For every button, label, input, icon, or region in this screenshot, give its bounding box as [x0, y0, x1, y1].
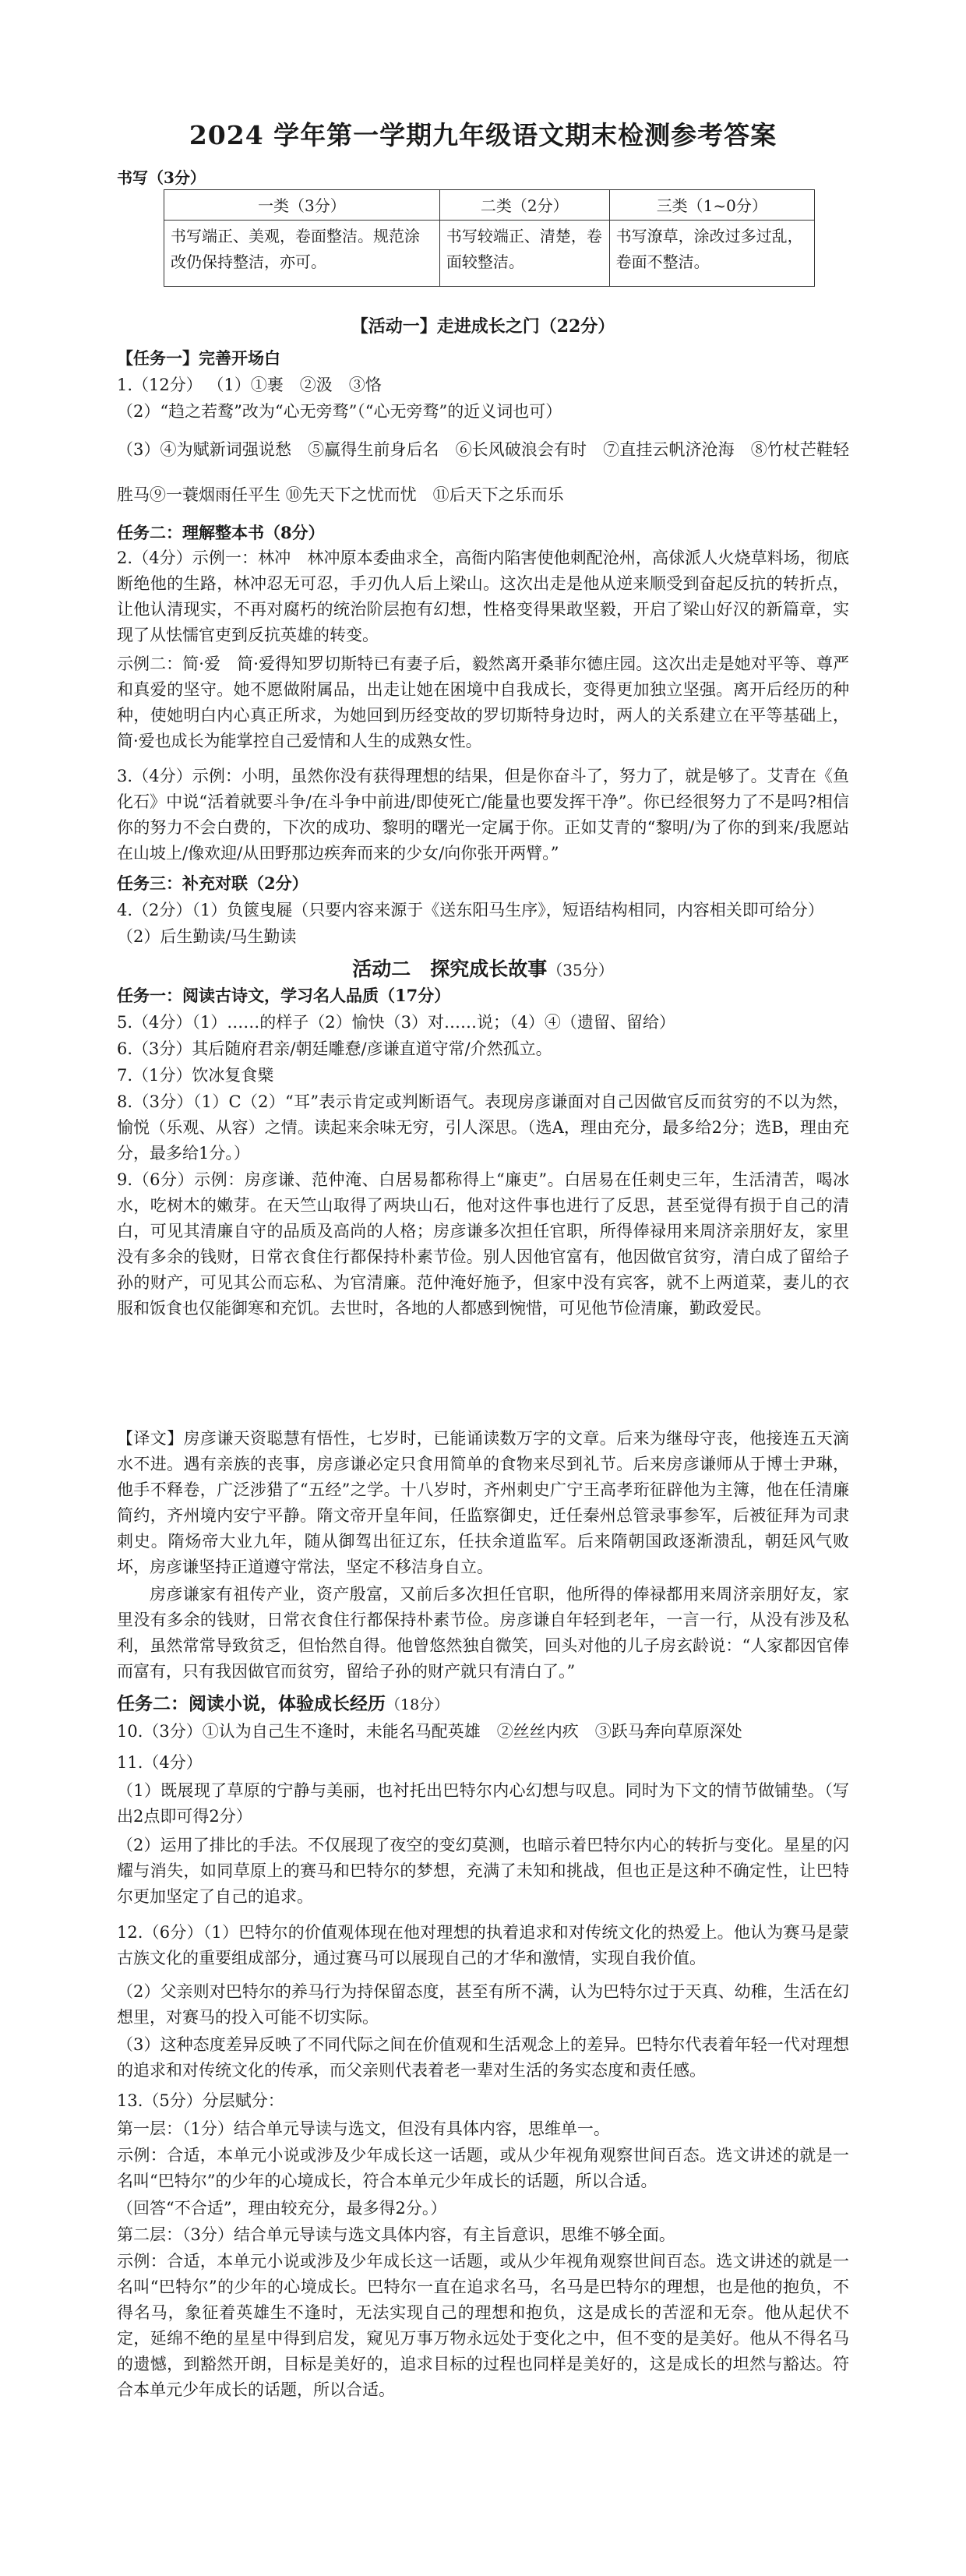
- writing-grade-table: [164, 189, 815, 287]
- activity2-heading-text: 活动二 探究成长故事: [352, 958, 548, 980]
- q2-example1: 2.（4分）示例一：林冲 林冲原本委曲求全，高衙内陷害使他刺配沧州，高俅派人火烧草料场，彻底断绝他的生路，林冲忍无可忍，手刃仇人后上梁山。这次出走是他从逆来顺受到奋起反抗的转折点，让他认清现实，不再对腐朽的统治阶层抱有幻想，性格变得果敢坚毅，开启了梁山好汉的新篇章，实现了从怯懦官吏到反抗英雄的转变。: [117, 549, 849, 644]
- a2-task2-title: [117, 1689, 449, 1715]
- activity2-heading-score: （35分）: [547, 961, 614, 979]
- grade-cell-2: 书写较端正、清楚，卷面较整洁。: [439, 221, 609, 287]
- q1-line1: 1.（12分） （1）①裹 ②汲 ③恪: [117, 376, 382, 394]
- q1-line3: （3）④为赋新词强说愁 ⑤赢得生前身后名 ⑥长风破浪会有时 ⑦直挂云帆济沧海 ⑧竹杖芒鞋轻胜马⑨一蓑烟雨任平生 ⑩先天下之忧而忧 ⑪后天下之乐而乐: [117, 440, 849, 504]
- q5-answer: 5.（4分）（1）……的样子（2）愉快（3）对……说；（4）④（遗留、留给）: [117, 1013, 675, 1032]
- q12-part2: （2）父亲则对巴特尔的养马行为持保留态度，甚至有所不满，认为巴特尔过于天真、幼稚，生活在幻想里，对赛马的投入可能不切实际。: [117, 1982, 849, 2027]
- task2-title: 任务二：理解整本书（8分）: [117, 523, 325, 542]
- q11-part1: （1）既展现了草原的宁静与美丽，也衬托出巴特尔内心幻想与叹息。同时为下文的情节做铺垫。（写出2点即可得2分）: [117, 1781, 849, 1826]
- translation-paragraph1: 【译文】房彦谦天资聪慧有悟性，七岁时，已能诵读数万字的文章。后来为继母守丧，他接连五天滴水不进。遇有亲族的丧事，房彦谦必定只食用简单的食物来尽到礼节。后来房彦谦师从于博士尹琳，他手不释卷，广泛涉猎了“五经”之学。十八岁时，齐州刺史广宁王高孝珩征辟他为主簿，他在任清廉简约，齐州境内安宁平静。隋文帝开皇年间，任监察御史，迁任秦州总管录事参军，后被征拜为司隶刺史。隋炀帝大业九年，随从御驾出征辽东，任扶余道监军。后来隋朝国政逐渐溃乱，朝廷风气败坏，房彦谦坚持正道遵守常法，坚定不移洁身自立。: [117, 1429, 849, 1576]
- q4-line1: 4.（2分）（1）负篋曳屣（只要内容来源于《送东阳马生序》，短语结构相同，内容相关即可给分）: [117, 901, 824, 919]
- q3-answer: 3.（4分）示例：小明，虽然你没有获得理想的结果，但是你奋斗了，努力了，就是够了。艾青在《鱼化石》中说“活着就要斗争/在斗争中前进/即使死亡/能量也要发挥干净”。你已经很努力了不是吗?相信你的努力不会白费的，下次的成功、黎明的曙光一定属于你。正如艾青的“黎明/为了你的到来/我愿站在山坡上/像欢迎/从田野那边疾奔而来的少女/向你张开两臂。”: [117, 767, 849, 863]
- activity2-heading: [0, 954, 966, 982]
- activity1-heading: 【活动一】走进成长之门（22分）: [351, 316, 615, 337]
- grade-header-1: 一类（3分）: [164, 190, 440, 221]
- a2-task2-title-text: 任务二：阅读小说，体验成长经历: [117, 1693, 386, 1714]
- q13-answer: 13.（5分）分层赋分：: [117, 2091, 284, 2110]
- task3-title: 任务三：补充对联（2分）: [117, 873, 308, 893]
- q13-level2-example: 示例：合适，本单元小说或涉及少年成长这一话题，或从少年视角观察世间百态。选文讲述的就是一名叫“巴特尔”的少年的心境成长。巴特尔一直在追求名马，名马是巴特尔的理想，也是他的抱负，不得名马，象征着英雄生不逢时，无法实现自己的理想和抱负，这是成长的苦涩和无奈。他从起伏不定，延绵不绝的星星中得到启发，窥见万事万物永远处于变化之中，但不变的是美好。他从不得名马的遗憾，到豁然开朗，目标是美好的，追求目标的过程也同样是美好的，这是成长的坦然与豁达。符合本单元少年成长的话题，所以合适。: [117, 2252, 849, 2399]
- q10-answer: 10.（3分）①认为自己生不逢时，未能名马配英雄 ②丝丝内疚 ③跃马奔向草原深处: [117, 1722, 742, 1741]
- q4-line2: （2）后生勤读/马生勤读: [117, 927, 297, 946]
- q9-answer: 9.（6分）示例：房彦谦、范仲淹、白居易都称得上“廉吏”。白居易在任刺史三年，生活清苦，喝冰水，吃树木的嫩芽。在天竺山取得了两块山石，他对这件事也进行了反思，甚至觉得有损于自己的清白，可见其清廉自守的品质及高尚的人格；房彦谦多次担任官职，所得俸禄用来周济亲朋好友，家里没有多余的钱财，日常衣食住行都保持朴素节俭。别人因他官富有，他因做官贫穷，清白成了留给子孙的财产，可见其公而忘私、为官清廉。范仲淹好施予，但家中没有宾客，就不上两道菜，妻儿的衣服和饭食也仅能御寒和充饥。去世时，各地的人都感到惋惜，可见他节俭清廉，勤政爱民。: [117, 1170, 849, 1318]
- task1-title: 【任务一】完善开场白: [117, 348, 280, 368]
- grade-header-3: 三类（1~0分）: [609, 190, 814, 221]
- grade-cell-1: 书写端正、美观，卷面整洁。规范涂改仍保持整洁，亦可。: [164, 221, 440, 287]
- q7-answer: 7.（1分）饮冰复食檗: [117, 1066, 274, 1085]
- q8-answer: 8.（3分）（1）C（2）“耳”表示肯定或判断语气。表现房彦谦面对自己因做官反而贫穷的不以为然，愉悦（乐观、从容）之情。读起来余味无穷，引人深思。（选A，理由充分，最多给2分；选B，理由充分，最多给1分。）: [117, 1092, 849, 1163]
- grade-header-2: 二类（2分）: [439, 190, 609, 221]
- q6-answer: 6.（3分）其后随府君亲/朝廷雕憃/彦谦直道守常/介然孤立。: [117, 1039, 552, 1058]
- q13-level1-example: 示例：合适，本单元小说或涉及少年成长这一话题，或从少年视角观察世间百态。选文讲述的就是一名叫“巴特尔”的少年的心境成长，符合本单元少年成长的话题，所以合适。: [117, 2146, 849, 2190]
- q11-answer: 11.（4分）: [117, 1753, 203, 1772]
- q13-level1: 第一层：（1分）结合单元导读与选文，但没有具体内容，思维单一。: [117, 2119, 610, 2138]
- translation-paragraph2: 房彦谦家有祖传产业，资产殷富，又前后多次担任官职，他所得的俸禄都用来周济亲朋好友，家里没有多余的钱财，日常衣食住行都保持朴素节俭。房彦谦自年轻到老年，一言一行，从没有涉及私利，虽然常常导致贫乏，但怡然自得。他曾悠然独自微笑，回头对他的儿子房玄龄说：“人家都因官俸而富有，只有我因做官而贫穷，留给子孙的财产就只有清白了。”: [117, 1585, 849, 1681]
- a2-task2-score: （18分）: [386, 1696, 450, 1713]
- q13-level2: 第二层：（3分）结合单元导读与选文具体内容，有主旨意识，思维不够全面。: [117, 2225, 675, 2244]
- a2-task1-title: 任务一：阅读古诗文，学习名人品质（17分）: [117, 986, 451, 1005]
- q12-part1: 12.（6分）（1）巴特尔的价值观体现在他对理想的执着追求和对传统文化的热爱上。他认为赛马是蒙古族文化的重要组成部分，通过赛马可以展现自己的才华和激情，实现自我价值。: [117, 1923, 849, 1967]
- grade-cell-3: 书写潦草，涂改过多过乱，卷面不整洁。: [609, 221, 814, 287]
- q11-part2: （2）运用了排比的手法。不仅展现了夜空的变幻莫测，也暗示着巴特尔内心的转折与变化。星星的闪耀与消失，如同草原上的赛马和巴特尔的梦想，充满了未知和挑战，但也正是这种不确定性，让巴特尔更加坚定了自己的追求。: [117, 1836, 849, 1906]
- q12-part3: （3）这种态度差异反映了不同代际之间在价值观和生活观念上的差异。巴特尔代表着年轻一代对理想的追求和对传统文化的传承，而父亲则代表着老一辈对生活的务实态度和责任感。: [117, 2035, 849, 2080]
- q13-level1-note: （回答“不合适”，理由较充分，最多得2分。）: [117, 2199, 447, 2218]
- writing-label: 书写（3分）: [117, 168, 206, 187]
- q2-example2: 示例二：简·爱 简·爱得知罗切斯特已有妻子后，毅然离开桑菲尔德庄园。这次出走是她对平等、尊严和真爱的坚守。她不愿做附属品，出走让她在困境中自我成长，变得更加独立坚强。离开后经历的种种，使她明白内心真正所求，为她回到历经变故的罗切斯特身边时，两人的关系建立在平等基础上，简·爱也成长为能掌控自己爱情和人生的成熟女性。: [117, 655, 849, 750]
- document-title: 2024 学年第一学期九年级语文期末检测参考答案: [189, 120, 777, 150]
- q1-line2: （2）“趋之若鹜”改为“心无旁骛”（“心无旁骛”的近义词也可）: [117, 402, 562, 421]
